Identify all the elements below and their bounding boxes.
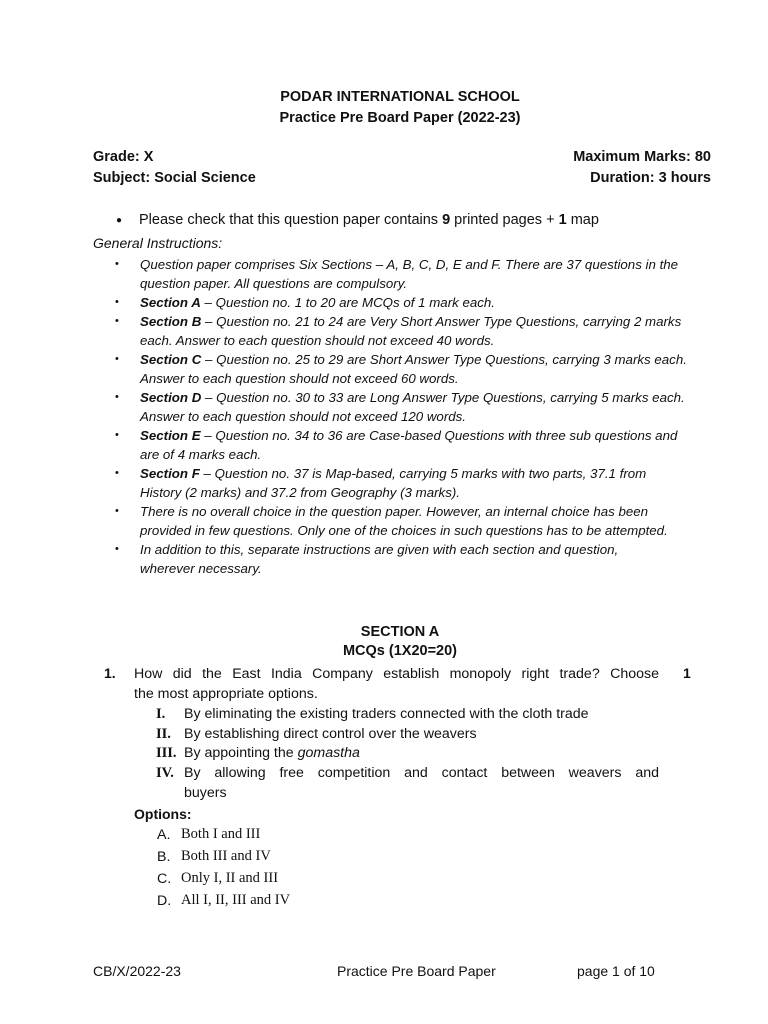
statement-number: III.	[156, 745, 177, 761]
instruction-text: There is no overall choice in the question paper. However, an internal choice has been	[140, 504, 649, 519]
option-text: Both III and IV	[181, 848, 271, 864]
school-name: PODAR INTERNATIONAL SCHOOL	[280, 89, 520, 105]
bullet-icon: •	[115, 296, 119, 308]
footer-code: CB/X/2022-23	[93, 963, 181, 979]
instruction-text: Answer to each question should not exceed 120 words.	[140, 409, 466, 424]
instruction-text: In addition to this, separate instructions are given with each section and question,	[140, 542, 619, 557]
statement-number: II.	[156, 726, 171, 742]
option-text: Only I, II and III	[181, 870, 279, 886]
page-check-note: Please check that this question paper contains 9 printed pages + 1 map	[139, 212, 599, 228]
paper-title: Practice Pre Board Paper (2022-23)	[279, 110, 521, 126]
duration: Duration: 3 hours	[590, 170, 711, 186]
instruction-text: – Question no. 25 to 29 are Short Answer Type Questions, carrying 3 marks each.	[201, 352, 687, 367]
bullet-icon: •	[115, 429, 119, 441]
instruction-text: – Question no. 1 to 20 are MCQs of 1 mark each.	[200, 295, 495, 310]
instruction-line	[140, 255, 678, 274]
bullet-icon: •	[115, 258, 119, 270]
footer-title: Practice Pre Board Paper	[337, 963, 496, 979]
instruction-text: Question paper comprises Six Sections – A, B, C, D, E and F. There are 37 questions in the	[140, 257, 679, 272]
bullet-icon: •	[115, 315, 119, 327]
option-letter: A.	[157, 827, 171, 843]
instruction-text: – Question no. 34 to 36 are Case-based Questions with three sub questions and	[200, 428, 678, 443]
question-line-2: the most appropriate options.	[134, 686, 318, 702]
statement-text: By establishing direct control over the weavers	[184, 726, 477, 742]
statement-text: By allowing free competition and contact between weavers and	[184, 765, 659, 781]
maximum-marks: Maximum Marks: 80	[573, 149, 711, 165]
instruction-section-label: Section F	[140, 466, 200, 481]
statement-text: By appointing the gomastha	[184, 745, 360, 761]
instruction-section-label: Section B	[140, 314, 202, 329]
option-letter: B.	[157, 849, 171, 865]
instruction-text: – Question no. 21 to 24 are Very Short Answer Type Questions, carrying 2 marks	[201, 314, 682, 329]
statement-number: I.	[156, 706, 166, 722]
instruction-line	[140, 445, 261, 464]
instruction-line	[140, 293, 495, 312]
instruction-text: History (2 marks) and 37.2 from Geography (3 marks).	[140, 485, 460, 500]
instruction-section-label: Section C	[140, 352, 202, 367]
instruction-text: each. Answer to each question should not exceed 40 words.	[140, 333, 495, 348]
option-text: Both I and III	[181, 826, 261, 842]
bullet-icon: •	[115, 467, 119, 479]
footer-page-number: page 1 of 10	[577, 963, 655, 979]
instruction-text: – Question no. 30 to 33 are Long Answer Type Questions, carrying 5 marks each.	[201, 390, 685, 405]
statement-text: By eliminating the existing traders connected with the cloth trade	[184, 706, 589, 722]
option-text: All I, II, III and IV	[181, 892, 291, 908]
instruction-line	[140, 540, 618, 559]
instruction-text: are of 4 marks each.	[140, 447, 262, 462]
question-marks: 1	[683, 665, 691, 681]
general-instructions-title: General Instructions:	[93, 235, 223, 251]
bullet-icon: •	[115, 543, 119, 555]
instruction-section-label: Section E	[140, 428, 201, 443]
instruction-line	[140, 331, 494, 350]
option-letter: D.	[157, 893, 172, 909]
bullet-icon: ●	[116, 215, 123, 226]
instruction-text: provided in few questions. Only one of the choices in such questions has to be attempted.	[140, 523, 668, 538]
bullet-icon: •	[115, 505, 119, 517]
instruction-line	[140, 388, 685, 407]
instruction-text: – Question no. 37 is Map-based, carrying 5 marks with two parts, 37.1 from	[199, 466, 647, 481]
instruction-line	[140, 312, 681, 331]
instruction-line	[140, 559, 262, 578]
option-letter: C.	[157, 871, 172, 887]
bullet-icon: •	[115, 353, 119, 365]
statement-text-continued: buyers	[184, 785, 227, 801]
instruction-line	[140, 407, 466, 426]
instruction-section-label: Section A	[140, 295, 201, 310]
instruction-line	[140, 274, 407, 293]
instruction-line	[140, 502, 648, 521]
statement-number: IV.	[156, 765, 174, 781]
instruction-line	[140, 369, 459, 388]
section-title: SECTION A	[360, 624, 440, 640]
section-subtitle: MCQs (1X20=20)	[342, 643, 458, 659]
instruction-line	[140, 464, 646, 483]
instruction-line	[140, 483, 460, 502]
instruction-line	[140, 426, 677, 445]
instruction-text: question paper. All questions are compulsory.	[140, 276, 408, 291]
grade: Grade: X	[93, 149, 154, 165]
instruction-text: wherever necessary.	[140, 561, 262, 576]
subject: Subject: Social Science	[93, 170, 256, 186]
instruction-section-label: Section D	[140, 390, 202, 405]
instruction-line	[140, 350, 687, 369]
question-number: 1.	[104, 665, 116, 681]
question-line-1: How did the East India Company establish monopoly right trade? Choose	[134, 666, 659, 682]
bullet-icon: •	[115, 391, 119, 403]
instruction-text: Answer to each question should not exceed 60 words.	[140, 371, 459, 386]
instruction-line	[140, 521, 668, 540]
options-label: Options:	[134, 806, 192, 822]
